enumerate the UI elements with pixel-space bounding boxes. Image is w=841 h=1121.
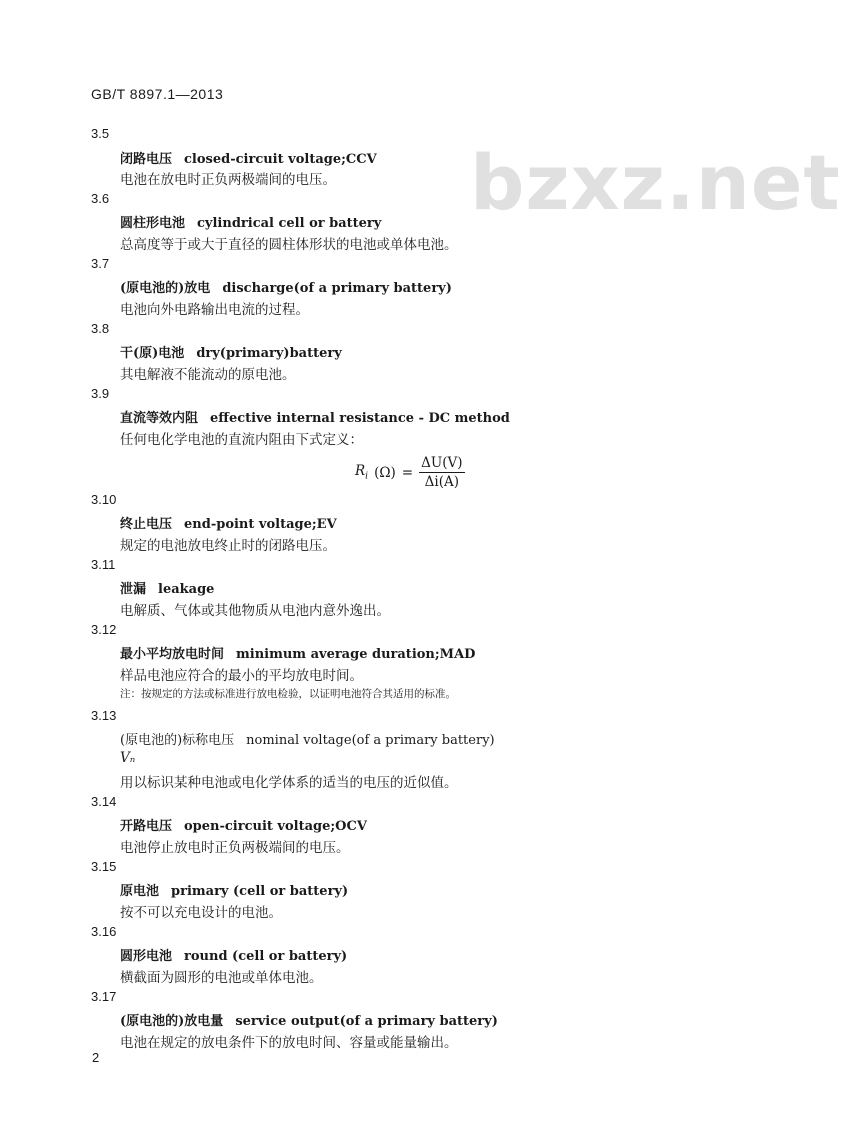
term-definition: 用以标识某种电池或电化学体系的适当的电压的近似值。 (120, 775, 458, 791)
term-en: service output(of a primary battery) (235, 1014, 498, 1029)
term-definition: 电池停止放电时正负两极端间的电压。 (120, 840, 350, 856)
formula-denominator: Δi(A) (424, 474, 459, 490)
term-en: discharge(of a primary battery) (222, 281, 452, 296)
term-heading (120, 342, 342, 361)
term-heading (120, 407, 510, 426)
term-heading (120, 513, 337, 532)
term-cn: 终止电压 (120, 517, 173, 532)
clause-number: 3.15 (91, 859, 117, 874)
clause-number: 3.10 (91, 492, 117, 507)
term-definition: 样品电池应符合的最小的平均放电时间。 (120, 668, 363, 684)
term-definition: 电池向外电路输出电流的过程。 (120, 302, 309, 318)
term-definition: 任何电化学电池的直流内阻由下式定义： (120, 432, 363, 448)
term-heading (120, 148, 377, 167)
term-en: nominal voltage(of a primary battery) (246, 733, 495, 748)
term-cn: 开路电压 (120, 819, 173, 834)
clause-number: 3.6 (91, 191, 110, 206)
term-definition: 电池在放电时正负两极端间的电压。 (120, 172, 336, 188)
term-cn: (原电池的)放电 (120, 281, 211, 296)
clause-number: 3.16 (91, 924, 117, 939)
term-definition: 其电解液不能流动的原电池。 (120, 367, 296, 383)
clause-number: 3.13 (91, 708, 117, 723)
term-en: cylindrical cell or battery (197, 216, 382, 231)
term-en: minimum average duration;MAD (236, 647, 476, 662)
term-cn: (原电池的)放电量 (120, 1014, 224, 1029)
clause-number: 3.8 (91, 321, 110, 336)
term-definition: 电解质、气体或其他物质从电池内意外逸出。 (120, 603, 390, 619)
formula-numerator: ΔU(V) (421, 455, 463, 471)
clause-number: 3.11 (91, 557, 116, 572)
term-en: closed-circuit voltage;CCV (184, 152, 377, 167)
formula-fraction (419, 455, 464, 490)
clause-number: 3.17 (91, 989, 117, 1004)
internal-resistance-formula (355, 455, 465, 490)
formula-lhs-unit: (Ω) (374, 464, 396, 481)
term-cn: 干(原)电池 (120, 346, 185, 361)
term-en: effective internal resistance - DC method (210, 411, 510, 426)
term-en: primary (cell or battery) (171, 884, 349, 899)
term-en: round (cell or battery) (184, 949, 348, 964)
term-en: open-circuit voltage;OCV (184, 819, 367, 834)
term-en: dry(primary)battery (196, 346, 342, 361)
clause-number: 3.9 (91, 386, 110, 401)
term-heading (120, 815, 367, 834)
term-heading (120, 729, 495, 748)
formula-equals: = (401, 464, 414, 481)
watermark: bzxz.net (470, 138, 841, 227)
term-definition: 横截面为圆形的电池或单体电池。 (120, 970, 323, 986)
clause-number: 3.14 (91, 794, 117, 809)
term-symbol: Vₙ (120, 750, 136, 766)
term-definition: 按不可以充电设计的电池。 (120, 905, 282, 921)
clause-number: 3.7 (91, 256, 110, 271)
term-heading (120, 212, 381, 231)
term-cn: (原电池的)标称电压 (120, 733, 235, 748)
clause-number: 3.5 (91, 126, 110, 141)
term-heading (120, 643, 475, 662)
clause-number: 3.12 (91, 622, 117, 637)
term-definition: 规定的电池放电终止时的闭路电压。 (120, 538, 336, 554)
term-heading (120, 945, 347, 964)
term-cn: 原电池 (120, 884, 160, 899)
term-heading (120, 578, 214, 597)
page-number: 2 (92, 1050, 100, 1065)
term-cn: 泄漏 (120, 582, 147, 597)
term-cn: 直流等效内阻 (120, 411, 199, 426)
term-cn: 圆形电池 (120, 949, 173, 964)
term-en: leakage (158, 582, 215, 597)
formula-lhs: $R_i$ (355, 463, 369, 482)
standard-number-header: GB/T 8897.1—2013 (91, 86, 224, 102)
term-cn: 最小平均放电时间 (120, 647, 225, 662)
term-cn: 闭路电压 (120, 152, 173, 167)
term-heading (120, 277, 452, 296)
term-heading (120, 1010, 498, 1029)
term-definition: 总高度等于或大于直径的圆柱体形状的电池或单体电池。 (120, 237, 458, 253)
term-cn: 圆柱形电池 (120, 216, 186, 231)
term-note: 注：按规定的方法或标准进行放电检验，以证明电池符合其适用的标准。 (120, 688, 456, 700)
term-heading (120, 880, 348, 899)
term-en: end-point voltage;EV (184, 517, 337, 532)
term-definition: 电池在规定的放电条件下的放电时间、容量或能量输出。 (120, 1035, 458, 1051)
